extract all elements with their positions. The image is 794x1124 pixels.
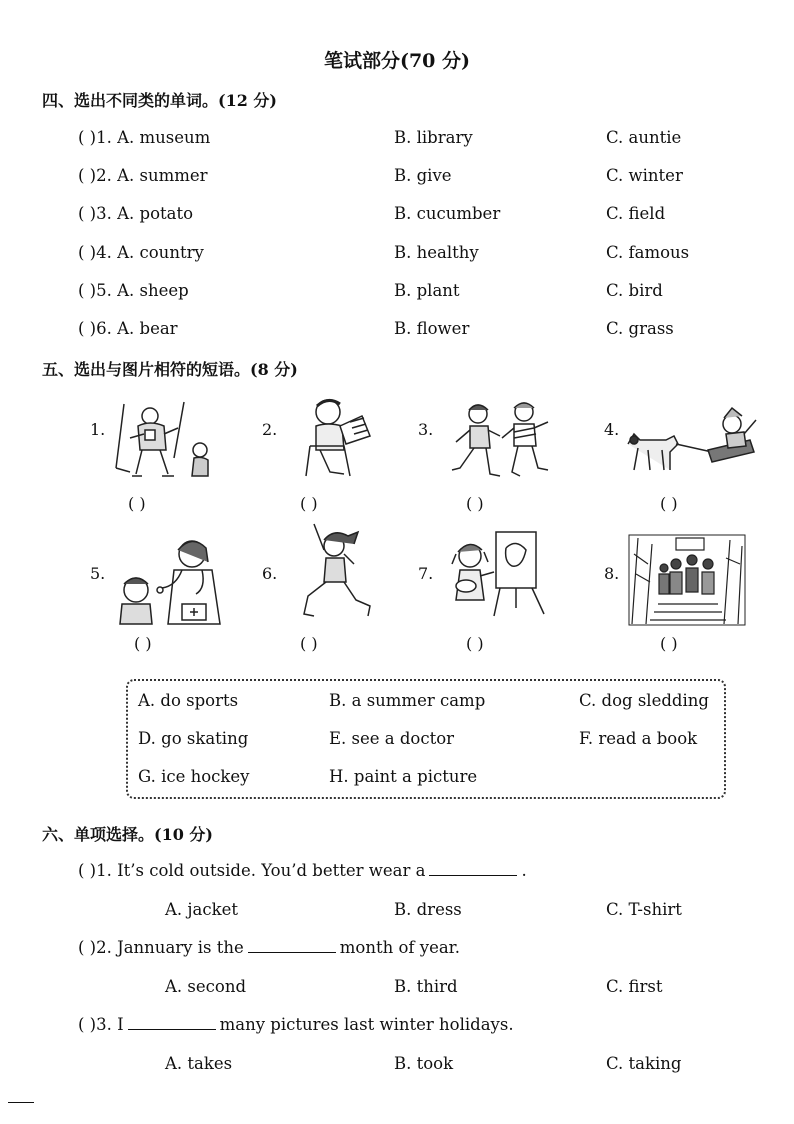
picture-6-answer[interactable]: ( ) <box>300 634 318 653</box>
ice-hockey-players-icon <box>110 398 212 480</box>
picture-4-answer[interactable]: ( ) <box>660 494 678 513</box>
picture-3-answer[interactable]: ( ) <box>466 494 484 513</box>
option-d: D. go skating <box>138 729 249 748</box>
s6-q1-blank[interactable] <box>429 874 517 876</box>
s6-q3-end: many pictures last winter holidays. <box>219 1015 514 1034</box>
picture-8-answer[interactable]: ( ) <box>660 634 678 653</box>
picture-1-number: 1. <box>90 420 106 439</box>
s6-q1-option-a: A. jacket <box>165 900 238 919</box>
dog-sledding-icon <box>620 404 760 480</box>
s4-q1-a: ( )1. A. museum <box>78 128 211 147</box>
s4-q5-a: ( )5. A. sheep <box>78 281 189 300</box>
s4-q6-a: ( )6. A. bear <box>78 319 178 338</box>
s4-q4-b: B. healthy <box>394 243 479 262</box>
s6-q3-text: ( )3. I <box>78 1015 124 1034</box>
picture-5-number: 5. <box>90 564 106 583</box>
s6-q2-stem <box>78 938 460 957</box>
s4-q6-b: B. flower <box>394 319 470 338</box>
option-e: E. see a doctor <box>329 729 455 748</box>
s6-q1-text: ( )1. It’s cold outside. You’d better wear a <box>78 861 426 880</box>
s6-q2-blank[interactable] <box>248 951 336 953</box>
s6-q3-stem <box>78 1015 514 1034</box>
s6-q3-option-c: C. taking <box>606 1054 682 1073</box>
picture-2-number: 2. <box>262 420 278 439</box>
s6-q1-stem <box>78 861 527 880</box>
s6-q3-option-a: A. takes <box>165 1054 233 1073</box>
s4-q2-c: C. winter <box>606 166 683 185</box>
kids-skating-icon <box>448 398 552 482</box>
s6-q2-option-b: B. third <box>394 977 458 996</box>
s6-q2-text: ( )2. Jannuary is the <box>78 938 244 957</box>
s4-q6-c: C. grass <box>606 319 674 338</box>
section-4-heading: 四、选出不同类的单词。(12 分) <box>42 91 277 110</box>
s4-q2-a: ( )2. A. summer <box>78 166 208 185</box>
s6-q1-end: . <box>521 861 527 880</box>
s4-q4-a: ( )4. A. country <box>78 243 204 262</box>
s6-q3-option-b: B. took <box>394 1054 454 1073</box>
s4-q5-c: C. bird <box>606 281 663 300</box>
s6-q1-option-c: C. T-shirt <box>606 900 682 919</box>
option-c: C. dog sledding <box>579 691 709 710</box>
picture-2-answer[interactable]: ( ) <box>300 494 318 513</box>
s6-q3-blank[interactable] <box>128 1028 216 1030</box>
page-title: 笔试部分(70 分) <box>323 50 471 72</box>
section-5-heading: 五、选出与图片相符的短语。(8 分) <box>42 360 298 379</box>
option-h: H. paint a picture <box>329 767 478 786</box>
section-6-heading: 六、单项选择。(10 分) <box>42 825 213 844</box>
option-a: A. do sports <box>138 691 239 710</box>
s4-q2-b: B. give <box>394 166 452 185</box>
picture-4-number: 4. <box>604 420 620 439</box>
summer-camp-group-icon <box>628 534 746 626</box>
s4-q3-c: C. field <box>606 204 666 223</box>
picture-6-number: 6. <box>262 564 278 583</box>
option-g: G. ice hockey <box>138 767 250 786</box>
boy-reading-book-icon <box>300 396 376 482</box>
s4-q4-c: C. famous <box>606 243 690 262</box>
doctor-with-child-icon <box>116 534 228 626</box>
picture-1-answer[interactable]: ( ) <box>128 494 146 513</box>
s4-q5-b: B. plant <box>394 281 460 300</box>
footer-rule <box>8 1102 34 1103</box>
s4-q1-c: C. auntie <box>606 128 682 147</box>
girl-doing-sports-icon <box>296 520 380 624</box>
s6-q2-end: month of year. <box>339 938 460 957</box>
s4-q1-b: B. library <box>394 128 473 147</box>
s4-q3-b: B. cucumber <box>394 204 501 223</box>
picture-7-number: 7. <box>418 564 434 583</box>
s6-q2-option-c: C. first <box>606 977 663 996</box>
girl-painting-icon <box>448 524 552 622</box>
option-f: F. read a book <box>579 729 698 748</box>
picture-5-answer[interactable]: ( ) <box>134 634 152 653</box>
s6-q1-option-b: B. dress <box>394 900 462 919</box>
option-b: B. a summer camp <box>329 691 486 710</box>
s4-q3-a: ( )3. A. potato <box>78 204 194 223</box>
picture-7-answer[interactable]: ( ) <box>466 634 484 653</box>
s6-q2-option-a: A. second <box>165 977 247 996</box>
picture-3-number: 3. <box>418 420 434 439</box>
picture-8-number: 8. <box>604 564 620 583</box>
